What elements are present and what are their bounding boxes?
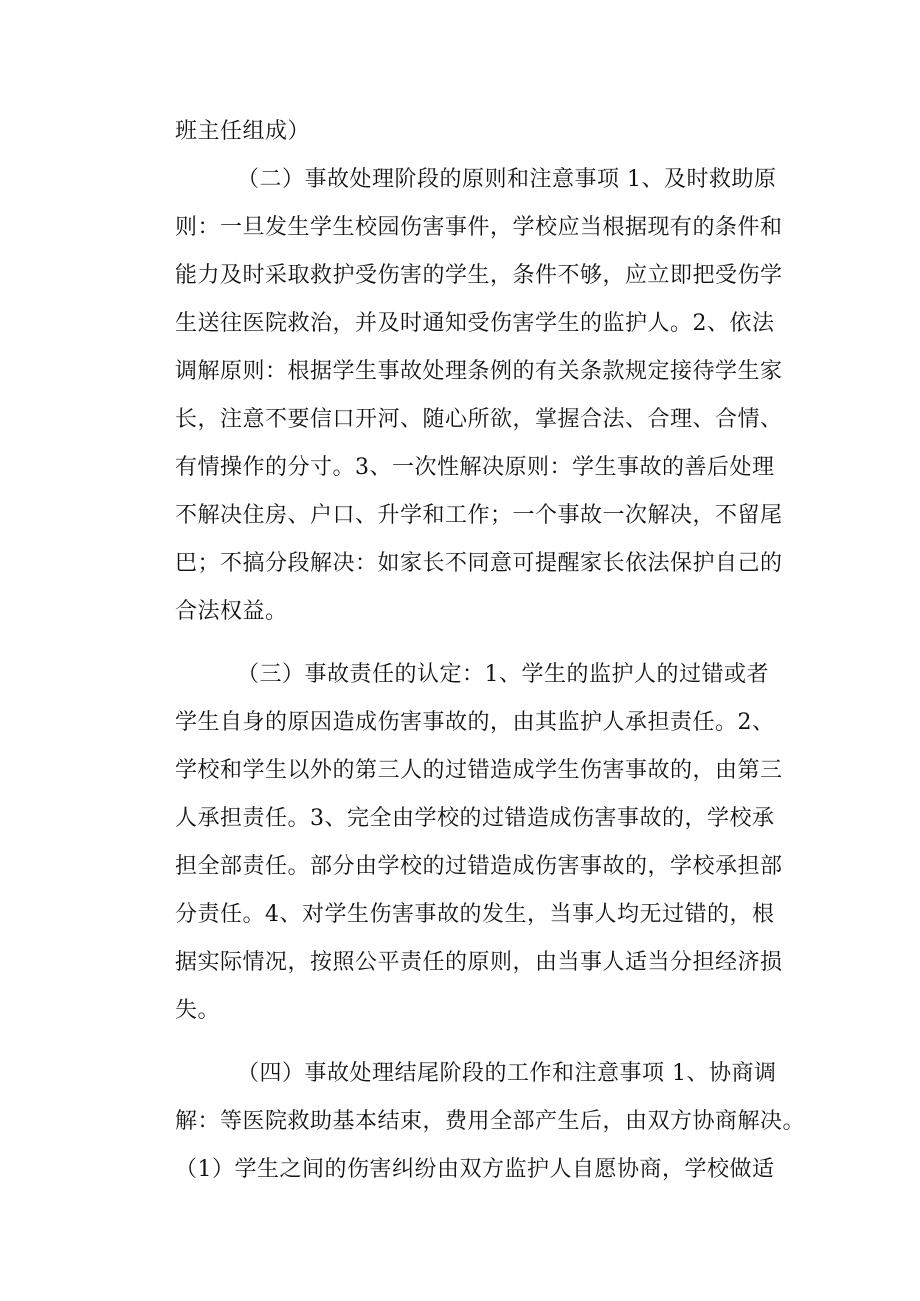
text-line: 生送往医院救治，并及时通知受伤害学生的监护人。2、依法 [175,311,775,336]
text-line: 人承担责任。3、完全由学校的过错造成伤害事故的，学校承 [175,806,775,831]
paragraph-2 [175,156,783,636]
text-line: 解：等医院救助基本结束，费用全部产生后，由双方协商解决。 [175,1109,806,1134]
text-line: 分责任。4、对学生伤害事故的发生，当事人均无过错的，根 [175,902,775,927]
document-body [175,108,806,1194]
paragraph-4 [175,1050,806,1194]
text-line: 合法权益。 [175,599,288,624]
text-line: （三）事故责任的认定：1、学生的监护人的过错或者 [237,662,769,687]
text-line: 有情操作的分寸。3、一次性解决原则：学生事故的善后处理 [175,455,775,480]
text-line: 班主任组成） [175,119,311,144]
text-line: 长，注意不要信口开河、随心所欲，掌握合法、合理、合情、 [175,407,783,432]
text-line: 学校和学生以外的第三人的过错造成学生伤害事故的，由第三 [175,758,783,783]
paragraph-1 [175,108,775,156]
text-line: 巴；不搞分段解决：如家长不同意可提醒家长依法保护自己的 [175,551,783,576]
text-line: 能力及时采取救护受伤害的学生，条件不够，应立即把受伤学 [175,263,783,288]
text-line: 不解决住房、户口、升学和工作；一个事故一次解决，不留尾 [175,503,783,528]
text-line: 则：一旦发生学生校园伤害事件，学校应当根据现有的条件和 [175,215,783,240]
paragraph-gap [175,636,775,651]
text-line: 失。 [175,998,221,1023]
text-line: （二）事故处理阶段的原则和注意事项 1、及时救助原 [237,167,777,192]
text-line: 调解原则：根据学生事故处理条例的有关条款规定接待学生家 [175,359,783,384]
text-line: 担全部责任。部分由学校的过错造成伤害事故的，学校承担部 [175,854,783,879]
text-line: （四）事故处理结尾阶段的工作和注意事项 1、协商调 [237,1061,777,1086]
paragraph-3 [175,651,783,1035]
text-line: 据实际情况，按照公平责任的原则，由当事人适当分担经济损 [175,950,783,975]
text-line: 学生自身的原因造成伤害事故的，由其监护人承担责任。2、 [175,710,775,735]
text-line: （1）学生之间的伤害纠纷由双方监护人自愿协商，学校做适 [175,1157,775,1182]
paragraph-gap [175,1035,775,1050]
